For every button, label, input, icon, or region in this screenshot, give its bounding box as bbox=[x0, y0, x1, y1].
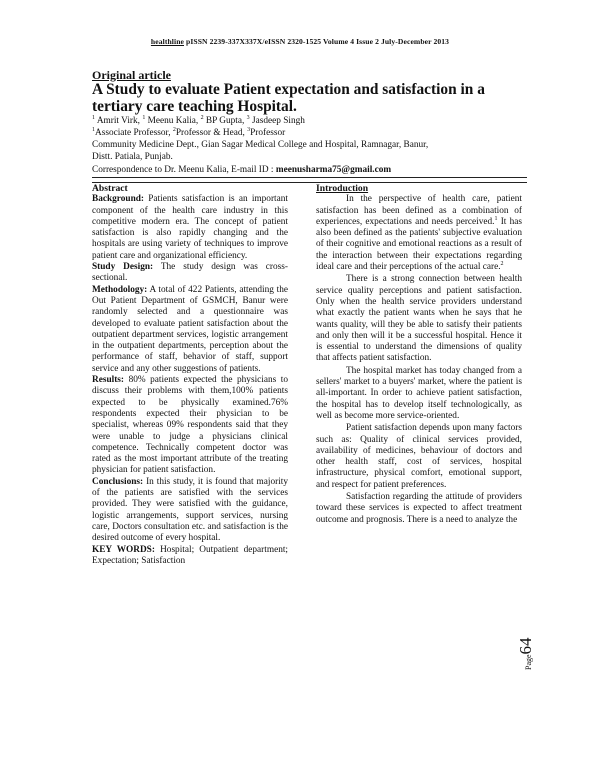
author-sup: 2 bbox=[200, 114, 204, 121]
author-name: Amrit Virk, bbox=[96, 116, 140, 126]
article-title: A Study to evaluate Patient expectation and satisfaction in a tertiary care teaching Hospital. bbox=[92, 81, 485, 115]
affiliation-role: Professor bbox=[250, 128, 286, 138]
author-name: Jasdeep Singh bbox=[251, 116, 305, 126]
institution-line-1: Community Medicine Dept., Gian Sagar Medical College and Hospital, Ramnagar, Banur, bbox=[92, 140, 429, 150]
affiliation-role: Professor & Head, bbox=[175, 128, 245, 138]
affiliation-roles bbox=[92, 127, 532, 139]
top-rule bbox=[92, 177, 527, 178]
journal-header bbox=[0, 37, 600, 46]
author-list bbox=[92, 115, 532, 127]
background-text: Patients satisfaction is an important component of the health care industry in this competitive modern era. The concept of patient satisfaction is also rapidly changing and the hospitals are using variety of techniques to improve patient care and organizational efficiency. bbox=[92, 194, 288, 261]
design-text: The study design was cross-sectional. bbox=[92, 262, 288, 284]
results-text: 80% patients expected the physicians to discuss their problems with them,100% patients expected to be physically examined.76% respondents expected their physician to be specialist, whereas 09% respondents said that they were unable to judge a physicians clinical competence. Technically competent doctor was rated as the most important attribute of the treating physician for patient satisfaction. bbox=[92, 375, 289, 476]
design-label: Study Design: bbox=[92, 262, 154, 273]
affiliation-role: Associate Professor, bbox=[95, 128, 171, 138]
correspondence-email[interactable]: meenusharma75@gmail.com bbox=[275, 165, 392, 175]
background-label: Background: bbox=[92, 194, 145, 205]
article-type-label: Original article bbox=[92, 68, 171, 82]
citation-sup: 2 bbox=[500, 260, 504, 267]
intro-paragraph-5: Satisfaction regarding the attitude of providers toward these services is expected to affect treatment outcome and prognosis. There is a need to analyze the bbox=[316, 492, 522, 525]
intro-p1b-text: It has also been defined as the patients' subjective evaluation of their cognitive and emotional reactions as a result of the interaction between their expectations regarding ideal care and their perceptions of the actual care. bbox=[316, 216, 522, 273]
abstract-background bbox=[92, 194, 288, 262]
methodology-label: Methodology: bbox=[92, 284, 148, 295]
introduction-heading: Introduction bbox=[316, 183, 369, 194]
page-number-value: 64 bbox=[516, 637, 535, 655]
author-sup: 1 bbox=[92, 114, 95, 121]
intro-p1-text: In the perspective of health care, patient satisfaction has been defined as a combination of experiences, expectations and needs perceived. bbox=[316, 194, 522, 227]
results-label: Results: bbox=[92, 375, 125, 386]
abstract-design bbox=[92, 262, 288, 285]
introduction-column bbox=[316, 183, 522, 526]
affiliation-sup: 3 bbox=[247, 126, 251, 133]
page-label: Page bbox=[524, 654, 533, 670]
correspondence-text: Correspondence to Dr. Meenu Kalia, E-mail ID : bbox=[92, 165, 274, 175]
institution-line-2: Distt. Patiala, Punjab. bbox=[92, 152, 173, 162]
affiliation-sup: 2 bbox=[172, 126, 176, 133]
journal-details: pISSN 2239-337X337X/eISSN 2320-1525 Volume 4 Issue 2 July-December 2013 bbox=[184, 37, 450, 46]
abstract-heading: Abstract bbox=[92, 183, 128, 194]
keywords-text: Hospital; Outpatient department; Expectation; Satisfaction bbox=[92, 544, 289, 566]
intro-paragraph-2: There is a strong connection between health service quality perceptions and patient satisfaction. Only when the health service providers understand what exactly the patient wants when he says that he wants quality, will they be able to satisfy their patients and only then will it be a successful hospital. Hence it is essential to understand the dimensions of quality that affects patient satisfaction. bbox=[316, 274, 522, 364]
author-sup: 1 bbox=[142, 114, 146, 121]
correspondence-line bbox=[92, 164, 532, 176]
abstract-results bbox=[92, 375, 288, 477]
abstract-keywords bbox=[92, 545, 288, 568]
intro-paragraph-4: Patient satisfaction depends upon many factors such as: Quality of clinical services provided, availability of medicines, behaviour of doctors and other health staff, cost of services, hospital infrastructure, physical comfort, emotional support, and respect for patient preferences. bbox=[316, 423, 522, 490]
conclusions-label: Conclusions: bbox=[92, 476, 144, 487]
affiliation-sup: 1 bbox=[92, 126, 95, 133]
abstract-column bbox=[92, 183, 288, 567]
abstract-conclusions bbox=[92, 477, 288, 545]
abstract-methodology bbox=[92, 285, 288, 375]
author-name: Meenu Kalia, bbox=[147, 116, 199, 126]
page-number bbox=[516, 630, 556, 690]
intro-paragraph-1 bbox=[316, 194, 522, 273]
author-sup: 3 bbox=[246, 114, 250, 121]
citation-sup: 1 bbox=[494, 215, 498, 222]
keywords-label: KEY WORDS: bbox=[92, 544, 155, 555]
intro-paragraph-3: The hospital market has today changed from a sellers' market to a buyers' market, where the patient is all-important. In order to achieve patient satisfaction, the hospital has to develop itself technologically, as well as become more service-oriented. bbox=[316, 365, 522, 421]
author-name: BP Gupta, bbox=[205, 116, 245, 126]
conclusions-text: In this study, it is found that majority of the patients are satisfied with the services provided. They were satisfied with the guidance, logistic arrangements, support services, nursing care, Doctors consultation etc. and satisfaction is the desired outcome of every hospital. bbox=[92, 476, 289, 544]
journal-name: healthline bbox=[150, 37, 184, 46]
methodology-text: A total of 422 Patients, attending the Out Patient Department of GSMCH, Banur were randomly selected and a questionnaire was developed to evaluate patient satisfaction about the outpatient department services, logistic arrangement in the outpatient departments, perception about the performance of staff, behavior of staff, support service and any other suggestions of patients. bbox=[92, 284, 288, 374]
